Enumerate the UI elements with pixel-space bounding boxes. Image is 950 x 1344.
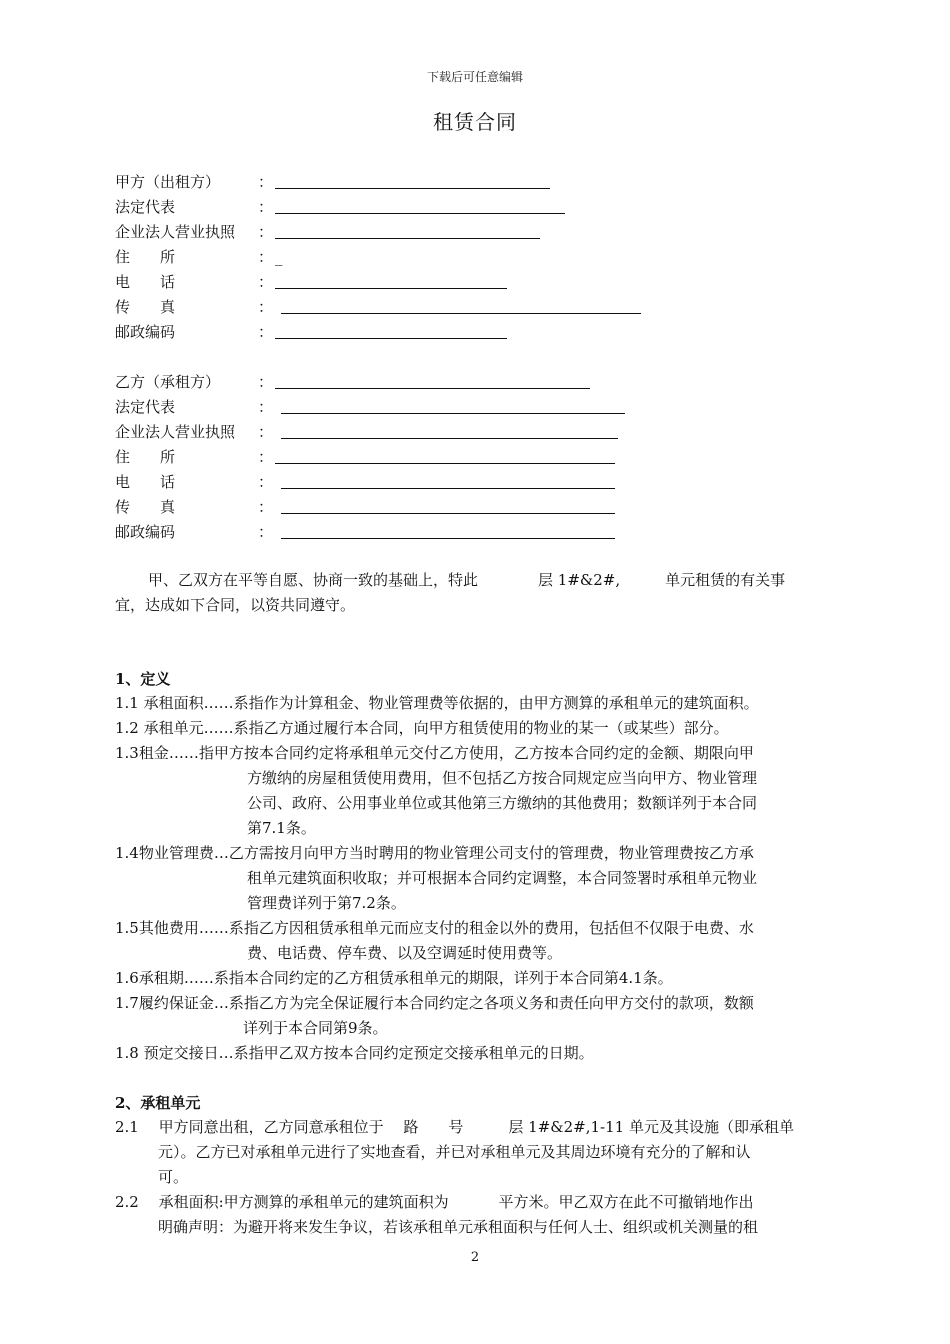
clause-item: 2.1 甲方同意出租，乙方同意承租位于 路 号 层 1#&2#,1-11 单元及其设施（即承租单 — [115, 1118, 794, 1136]
definition-item: 1.8 预定交接日…系指甲乙双方按本合同约定预定交接承租单元的日期。 — [115, 1044, 594, 1062]
section-heading: 2、承租单元 — [115, 1094, 201, 1112]
intro-line: 甲、乙双方在平等自愿、协商一致的基础上，特此 层 1#&2#, 单元租赁的有关事 — [148, 571, 786, 589]
clause-continuation: 可。 — [158, 1168, 189, 1186]
definition-item: 1.2 承租单元……系指乙方通过履行本合同，向甲方租赁使用的物业的某一（或某些）部分。 — [115, 719, 729, 737]
definition-continuation: 租单元建筑面积收取；并可根据本合同约定调整，本合同签署时承租单元物业 — [247, 869, 758, 887]
definition-item: 1.5其他费用……系指乙方因租赁承租单元而应支付的租金以外的费用，包括但不仅限于电费、水 — [115, 919, 754, 937]
blank-line — [275, 321, 507, 339]
intro-line: 宜，达成如下合同，以资共同遵守。 — [115, 596, 356, 614]
definition-item: 1.3租金……指甲方按本合同约定将承租单元交付乙方使用，乙方按本合同约定的金额、期限向甲 — [115, 744, 754, 762]
definition-item: 1.4物业管理费…乙方需按月向甲方当时聘用的物业管理公司支付的管理费，物业管理费按乙方承 — [115, 844, 754, 862]
blank-line — [275, 171, 550, 189]
blank-line — [275, 196, 565, 214]
definition-continuation: 费、电话费、停车费、以及空调延时使用费等。 — [247, 944, 563, 962]
definition-item: 1.7履约保证金…系指乙方为完全保证履行本合同约定之各项义务和责任向甲方交付的款项，数额 — [115, 994, 754, 1012]
definition-continuation: 详列于本合同第9条。 — [243, 1019, 388, 1037]
blank-line — [281, 521, 615, 539]
blank-line — [275, 271, 507, 289]
definition-continuation: 公司、政府、公用事业单位或其他第三方缴纳的其他费用；数额详列于本合同 — [247, 794, 758, 812]
party-b-label: 乙方（承租方） — [115, 373, 221, 391]
definition-continuation: 方缴纳的房屋租赁使用费用，但不包括乙方按合同规定应当向甲方、物业管理 — [247, 769, 758, 787]
blank-line — [281, 296, 641, 314]
definition-continuation: 管理费详列于第7.2条。 — [247, 894, 406, 912]
clause-continuation: 明确声明：为避开将来发生争议，若该承租单元承租面积与任何人士、组织或机关测量的租 — [158, 1218, 759, 1236]
blank-line — [275, 446, 615, 464]
blank-line — [281, 496, 615, 514]
blank-line — [281, 396, 625, 414]
blank-line — [281, 421, 618, 439]
blank-line — [275, 221, 540, 239]
section-heading: 1、定义 — [115, 670, 171, 688]
address-value: _ — [275, 248, 283, 266]
definition-item: 1.6承租期……系指本合同约定的乙方租赁承租单元的期限，详列于本合同第4.1条。 — [115, 969, 673, 987]
document-title: 租赁合同 — [433, 110, 517, 134]
page-number: 2 — [470, 1250, 480, 1265]
blank-line — [281, 471, 615, 489]
blank-line — [275, 371, 590, 389]
definition-continuation: 第7.1条。 — [247, 819, 316, 837]
clause-item: 2.2 承租面积:甲方测算的承租单元的建筑面积为 平方米。甲乙双方在此不可撤销地作出 — [115, 1193, 754, 1211]
party-a-label: 甲方（出租方） — [115, 173, 221, 191]
clause-continuation: 元）。乙方已对承租单元进行了实地查看，并已对承租单元及其周边环境有充分的了解和认 — [158, 1143, 751, 1161]
header-note: 下载后可任意编辑 — [426, 70, 523, 84]
definition-item: 1.1 承租面积……系指作为计算租金、物业管理费等依据的，由甲方测算的承租单元的建筑面积。 — [115, 694, 759, 712]
